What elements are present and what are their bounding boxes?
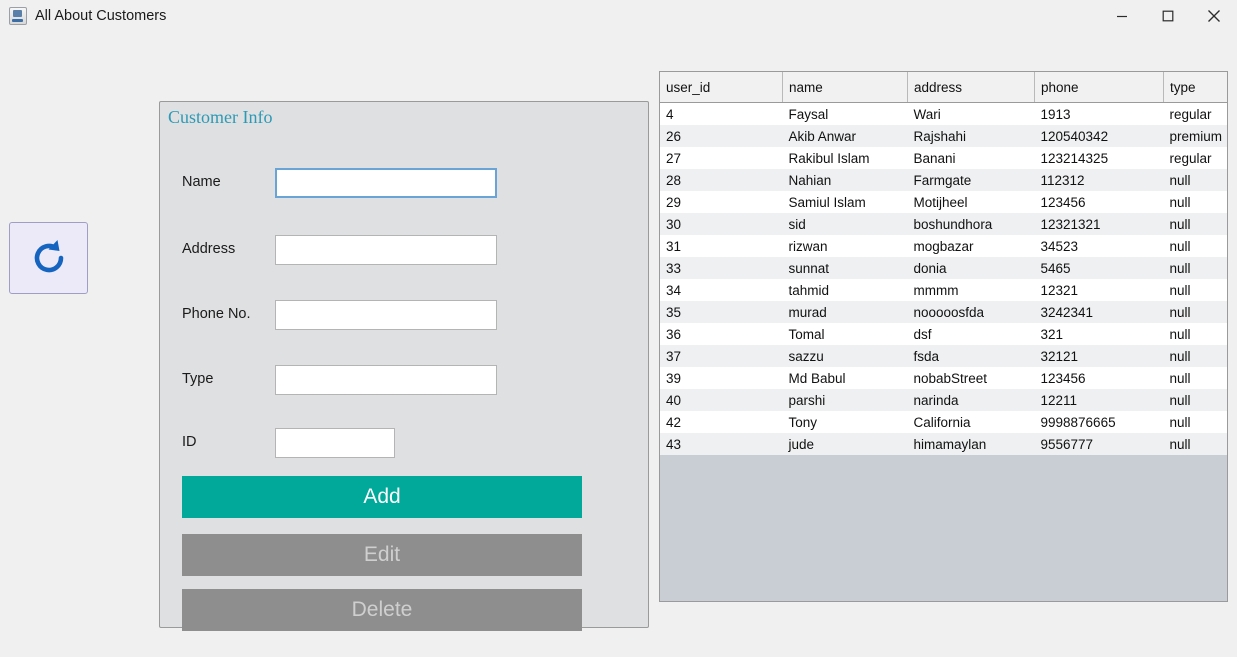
- table-cell-address: mmmm: [908, 279, 1035, 301]
- id-label: ID: [182, 434, 197, 450]
- table-row[interactable]: [660, 279, 1228, 301]
- form-row-name: [182, 168, 626, 200]
- panel-title: Customer Info: [168, 107, 273, 127]
- table-cell-address: Wari: [908, 103, 1035, 126]
- table-cell-type: null: [1164, 411, 1229, 433]
- name-input[interactable]: [275, 168, 497, 198]
- window-titlebar: [0, 0, 1237, 32]
- table-cell-address: California: [908, 411, 1035, 433]
- table-cell-phone: 9998876665: [1035, 411, 1164, 433]
- table-cell-phone: 34523: [1035, 235, 1164, 257]
- customers-table: [660, 72, 1228, 455]
- table-cell-type: null: [1164, 235, 1229, 257]
- table-cell-phone: 5465: [1035, 257, 1164, 279]
- table-cell-name: Tomal: [783, 323, 908, 345]
- table-cell-name: tahmid: [783, 279, 908, 301]
- table-cell-name: parshi: [783, 389, 908, 411]
- type-label: Type: [182, 371, 214, 387]
- table-cell-type: regular: [1164, 147, 1229, 169]
- table-cell-phone: 120540342: [1035, 125, 1164, 147]
- table-cell-address: fsda: [908, 345, 1035, 367]
- table-cell-name: Rakibul Islam: [783, 147, 908, 169]
- table-cell-user_id: 34: [660, 279, 783, 301]
- column-header-name[interactable]: name: [783, 72, 908, 103]
- table-cell-type: null: [1164, 323, 1229, 345]
- edit-button[interactable]: Edit: [182, 534, 582, 576]
- table-cell-name: Samiul Islam: [783, 191, 908, 213]
- table-cell-type: null: [1164, 169, 1229, 191]
- table-row[interactable]: [660, 235, 1228, 257]
- table-cell-phone: 112312: [1035, 169, 1164, 191]
- table-cell-user_id: 40: [660, 389, 783, 411]
- table-cell-address: Rajshahi: [908, 125, 1035, 147]
- table-cell-phone: 321: [1035, 323, 1164, 345]
- table-cell-user_id: 30: [660, 213, 783, 235]
- table-cell-type: null: [1164, 367, 1229, 389]
- table-cell-user_id: 4: [660, 103, 783, 126]
- table-row[interactable]: [660, 389, 1228, 411]
- add-button[interactable]: Add: [182, 476, 582, 518]
- refresh-button[interactable]: [9, 222, 88, 294]
- table-cell-type: null: [1164, 213, 1229, 235]
- table-cell-name: jude: [783, 433, 908, 455]
- table-cell-phone: 12321321: [1035, 213, 1164, 235]
- table-cell-user_id: 37: [660, 345, 783, 367]
- close-button[interactable]: [1191, 0, 1237, 32]
- refresh-arrow-icon: [29, 238, 69, 278]
- name-label: Name: [182, 174, 221, 190]
- table-cell-name: Md Babul: [783, 367, 908, 389]
- table-cell-type: null: [1164, 433, 1229, 455]
- table-cell-phone: 3242341: [1035, 301, 1164, 323]
- phone-label: Phone No.: [182, 306, 251, 322]
- window-title: All About Customers: [35, 8, 167, 24]
- table-cell-name: Tony: [783, 411, 908, 433]
- table-cell-address: nobabStreet: [908, 367, 1035, 389]
- table-cell-address: donia: [908, 257, 1035, 279]
- delete-button[interactable]: Delete: [182, 589, 582, 631]
- address-input[interactable]: [275, 235, 497, 265]
- window-controls: [1099, 0, 1237, 32]
- table-cell-name: murad: [783, 301, 908, 323]
- table-cell-address: narinda: [908, 389, 1035, 411]
- table-cell-type: null: [1164, 191, 1229, 213]
- table-row[interactable]: [660, 345, 1228, 367]
- table-cell-phone: 12211: [1035, 389, 1164, 411]
- table-cell-phone: 123456: [1035, 367, 1164, 389]
- table-cell-name: rizwan: [783, 235, 908, 257]
- table-cell-user_id: 29: [660, 191, 783, 213]
- table-cell-user_id: 39: [660, 367, 783, 389]
- table-cell-address: mogbazar: [908, 235, 1035, 257]
- table-row[interactable]: [660, 323, 1228, 345]
- phone-input[interactable]: [275, 300, 497, 330]
- table-cell-name: sid: [783, 213, 908, 235]
- table-cell-user_id: 42: [660, 411, 783, 433]
- table-cell-type: null: [1164, 257, 1229, 279]
- table-cell-user_id: 33: [660, 257, 783, 279]
- table-row[interactable]: [660, 411, 1228, 433]
- table-cell-name: Nahian: [783, 169, 908, 191]
- table-cell-address: nooooosfda: [908, 301, 1035, 323]
- java-coffee-cup-icon: [9, 7, 27, 25]
- table-cell-type: null: [1164, 279, 1229, 301]
- id-input[interactable]: [275, 428, 395, 458]
- table-cell-phone: 123456: [1035, 191, 1164, 213]
- table-cell-type: null: [1164, 345, 1229, 367]
- table-cell-address: himamaylan: [908, 433, 1035, 455]
- table-row[interactable]: [660, 257, 1228, 279]
- table-row[interactable]: [660, 301, 1228, 323]
- table-cell-phone: 12321: [1035, 279, 1164, 301]
- table-cell-user_id: 35: [660, 301, 783, 323]
- table-row[interactable]: [660, 125, 1228, 147]
- column-header-user-id[interactable]: user_id: [660, 72, 783, 103]
- table-row[interactable]: [660, 147, 1228, 169]
- table-cell-name: Akib Anwar: [783, 125, 908, 147]
- column-header-phone[interactable]: phone: [1035, 72, 1164, 103]
- table-body: [660, 103, 1228, 456]
- form-row-type: [182, 365, 626, 397]
- table-cell-name: sazzu: [783, 345, 908, 367]
- table-cell-phone: 9556777: [1035, 433, 1164, 455]
- table-cell-phone: 123214325: [1035, 147, 1164, 169]
- table-cell-user_id: 43: [660, 433, 783, 455]
- table-cell-name: Faysal: [783, 103, 908, 126]
- minimize-button[interactable]: [1099, 0, 1145, 32]
- table-row[interactable]: [660, 213, 1228, 235]
- table-row[interactable]: [660, 433, 1228, 455]
- form-row-address: [182, 235, 626, 267]
- table-cell-address: Banani: [908, 147, 1035, 169]
- table-cell-type: premium: [1164, 125, 1229, 147]
- form-row-phone: [182, 300, 626, 332]
- customer-form: [182, 140, 626, 621]
- table-cell-user_id: 31: [660, 235, 783, 257]
- table-cell-user_id: 28: [660, 169, 783, 191]
- address-label: Address: [182, 241, 236, 257]
- table-cell-phone: 32121: [1035, 345, 1164, 367]
- type-input[interactable]: [275, 365, 497, 395]
- table-row[interactable]: [660, 169, 1228, 191]
- column-header-type[interactable]: type: [1164, 72, 1229, 103]
- table-cell-address: dsf: [908, 323, 1035, 345]
- table-header-row: [660, 72, 1228, 103]
- column-header-address[interactable]: address: [908, 72, 1035, 103]
- table-cell-name: sunnat: [783, 257, 908, 279]
- table-cell-type: null: [1164, 301, 1229, 323]
- table-row[interactable]: [660, 103, 1228, 126]
- table-row[interactable]: [660, 191, 1228, 213]
- customer-info-panel: [159, 101, 649, 628]
- table-cell-address: Motijheel: [908, 191, 1035, 213]
- table-cell-address: Farmgate: [908, 169, 1035, 191]
- table-cell-address: boshundhora: [908, 213, 1035, 235]
- table-cell-user_id: 27: [660, 147, 783, 169]
- maximize-button[interactable]: [1145, 0, 1191, 32]
- table-cell-user_id: 36: [660, 323, 783, 345]
- table-cell-type: null: [1164, 389, 1229, 411]
- customers-table-container[interactable]: [659, 71, 1228, 602]
- form-row-id: [182, 428, 626, 460]
- table-cell-type: regular: [1164, 103, 1229, 126]
- table-row[interactable]: [660, 367, 1228, 389]
- table-cell-user_id: 26: [660, 125, 783, 147]
- table-cell-phone: 1913: [1035, 103, 1164, 126]
